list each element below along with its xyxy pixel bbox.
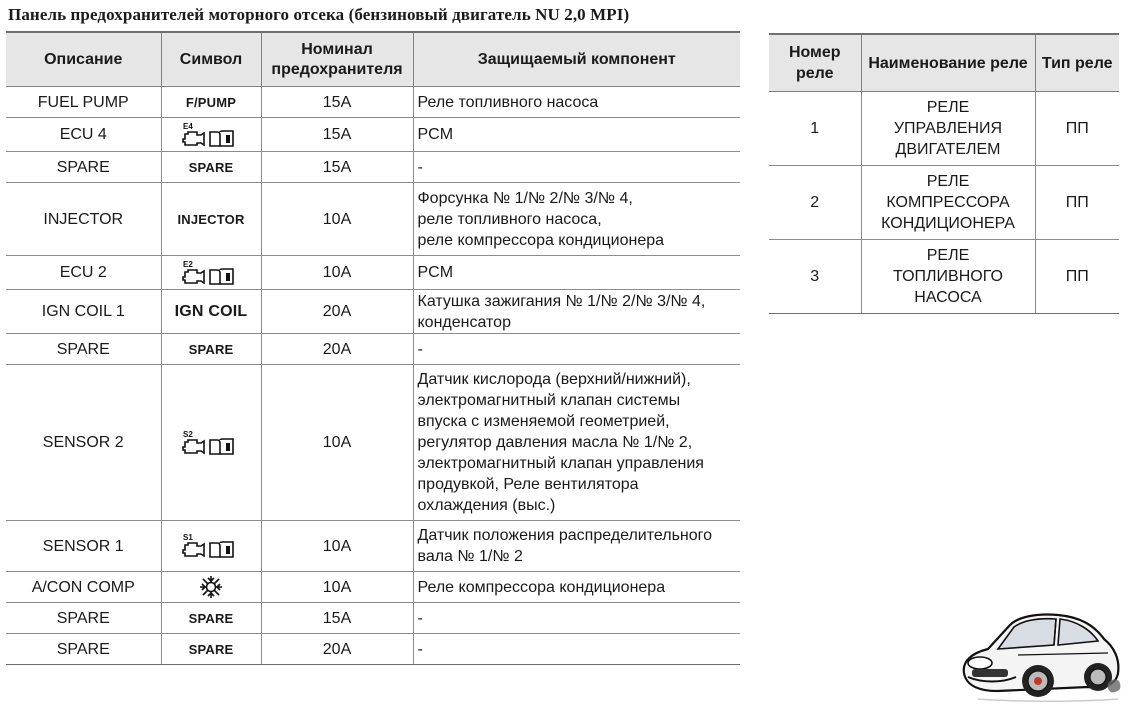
fuse-component: Реле компрессора кондиционера [413, 572, 740, 603]
fuse-description: IGN COIL 1 [6, 290, 161, 334]
symbol-label: SPARE [188, 341, 234, 357]
relay-row [769, 92, 1119, 166]
symbol-code: S1 [183, 533, 193, 542]
fuse-component: PCM [413, 256, 740, 290]
fuse-symbol [161, 152, 261, 183]
fuse-rating: 10A [261, 572, 413, 603]
fuse-row [6, 334, 740, 365]
fuse-row [6, 183, 740, 256]
fuse-rating: 10A [261, 365, 413, 521]
relay-type: ПП [1035, 240, 1119, 314]
fuse-symbol [161, 603, 261, 634]
symbol-label: SPARE [188, 641, 234, 657]
engine-book-icon [179, 429, 243, 457]
fuse-row [6, 152, 740, 183]
relay-row [769, 166, 1119, 240]
relay-name: РЕЛЕ ТОПЛИВНОГО НАСОСА [861, 240, 1035, 314]
header-description: Описание [6, 32, 161, 87]
fuse-row [6, 365, 740, 521]
fuse-row [6, 290, 740, 334]
fuse-description: A/CON COMP [6, 572, 161, 603]
relay-number: 1 [769, 92, 861, 166]
snowflake-icon [199, 575, 223, 599]
symbol-label: INJECTOR [177, 211, 245, 227]
fuse-row [6, 87, 740, 118]
header-relay-name: Наименование реле [861, 34, 1035, 92]
symbol-code: E4 [183, 121, 193, 131]
fuse-rating: 15A [261, 152, 413, 183]
header-relay-type: Тип реле [1035, 34, 1119, 92]
fuse-component: Реле топливного насоса [413, 87, 740, 118]
fuse-component: - [413, 603, 740, 634]
fuse-component: Датчик кислорода (верхний/нижний), электромагнитный клапан системы впуска с изменяемой геометрией, регулятор давления масла № 1/№ 2, электромагнитный клапан управления продувкой, Реле вентилятора охлаждения (выс.) [413, 365, 740, 521]
fuse-component: Датчик положения распределительного вала № 1/№ 2 [413, 521, 740, 572]
fuse-row [6, 118, 740, 152]
fuse-rating: 15A [261, 118, 413, 152]
fuse-symbol [161, 256, 261, 290]
fuse-description: SPARE [6, 603, 161, 634]
header-rating: Номинал предохранителя [261, 32, 413, 87]
fuse-rating: 10A [261, 256, 413, 290]
relay-table-header [769, 34, 1119, 92]
fuse-component: PCM [413, 118, 740, 152]
engine-book-icon [179, 532, 243, 560]
fuse-rating: 20A [261, 634, 413, 665]
page-title: Панель предохранителей моторного отсека (бензиновый двигатель NU 2,0 MPI) [8, 5, 630, 24]
fuse-symbol [161, 183, 261, 256]
fuse-description: SENSOR 1 [6, 521, 161, 572]
fuse-component: Форсунка № 1/№ 2/№ 3/№ 4, реле топливного насоса, реле компрессора кондиционера [413, 183, 740, 256]
fuse-symbol [161, 521, 261, 572]
symbol-code: E2 [183, 259, 193, 269]
fuse-symbol [161, 290, 261, 334]
relay-name: РЕЛЕ УПРАВЛЕНИЯ ДВИГАТЕЛЕМ [861, 92, 1035, 166]
fuse-component: - [413, 634, 740, 665]
fuse-row [6, 603, 740, 634]
fuse-symbol [161, 634, 261, 665]
fuse-component: - [413, 152, 740, 183]
fuse-description: ECU 2 [6, 256, 161, 290]
symbol-code: S2 [183, 429, 193, 439]
header-symbol: Символ [161, 32, 261, 87]
symbol-label: F/PUMP [185, 94, 237, 110]
fuse-rating: 20A [261, 290, 413, 334]
relay-type: ПП [1035, 92, 1119, 166]
symbol-label: IGN COIL [174, 303, 248, 320]
engine-book-icon [179, 121, 243, 149]
relay-table-body [769, 92, 1119, 314]
fuse-row [6, 521, 740, 572]
fuse-symbol [161, 87, 261, 118]
fuse-row [6, 256, 740, 290]
fuse-table-header [6, 32, 740, 87]
fuse-symbol [161, 572, 261, 603]
fuse-component: - [413, 334, 740, 365]
fuse-row [6, 572, 740, 603]
header-component: Защищаемый компонент [413, 32, 740, 87]
relay-name: РЕЛЕ КОМПРЕССОРА КОНДИЦИОНЕРА [861, 166, 1035, 240]
fuse-rating: 10A [261, 521, 413, 572]
fuse-description: ECU 4 [6, 118, 161, 152]
fuse-symbol [161, 365, 261, 521]
fuse-rating: 15A [261, 87, 413, 118]
fuse-row [6, 634, 740, 665]
symbol-label: SPARE [188, 159, 234, 175]
relay-table [769, 33, 1119, 314]
symbol-label: SPARE [188, 610, 234, 626]
relay-row [769, 240, 1119, 314]
fuse-description: SPARE [6, 152, 161, 183]
relay-type: ПП [1035, 166, 1119, 240]
fuse-symbol [161, 118, 261, 152]
fuse-description: SENSOR 2 [6, 365, 161, 521]
fuse-description: INJECTOR [6, 183, 161, 256]
fuse-description: SPARE [6, 634, 161, 665]
fuse-rating: 20A [261, 334, 413, 365]
fuse-rating: 10A [261, 183, 413, 256]
fuse-symbol [161, 334, 261, 365]
fuse-component: Катушка зажигания № 1/№ 2/№ 3/№ 4, конденсатор [413, 290, 740, 334]
engine-book-icon [179, 259, 243, 287]
car-mascot-image [958, 603, 1124, 703]
fuse-table [6, 31, 740, 665]
relay-number: 2 [769, 166, 861, 240]
fuse-description: FUEL PUMP [6, 87, 161, 118]
relay-number: 3 [769, 240, 861, 314]
fuse-rating: 15A [261, 603, 413, 634]
header-relay-number: Номер реле [769, 34, 861, 92]
fuse-description: SPARE [6, 334, 161, 365]
fuse-table-body [6, 87, 740, 665]
